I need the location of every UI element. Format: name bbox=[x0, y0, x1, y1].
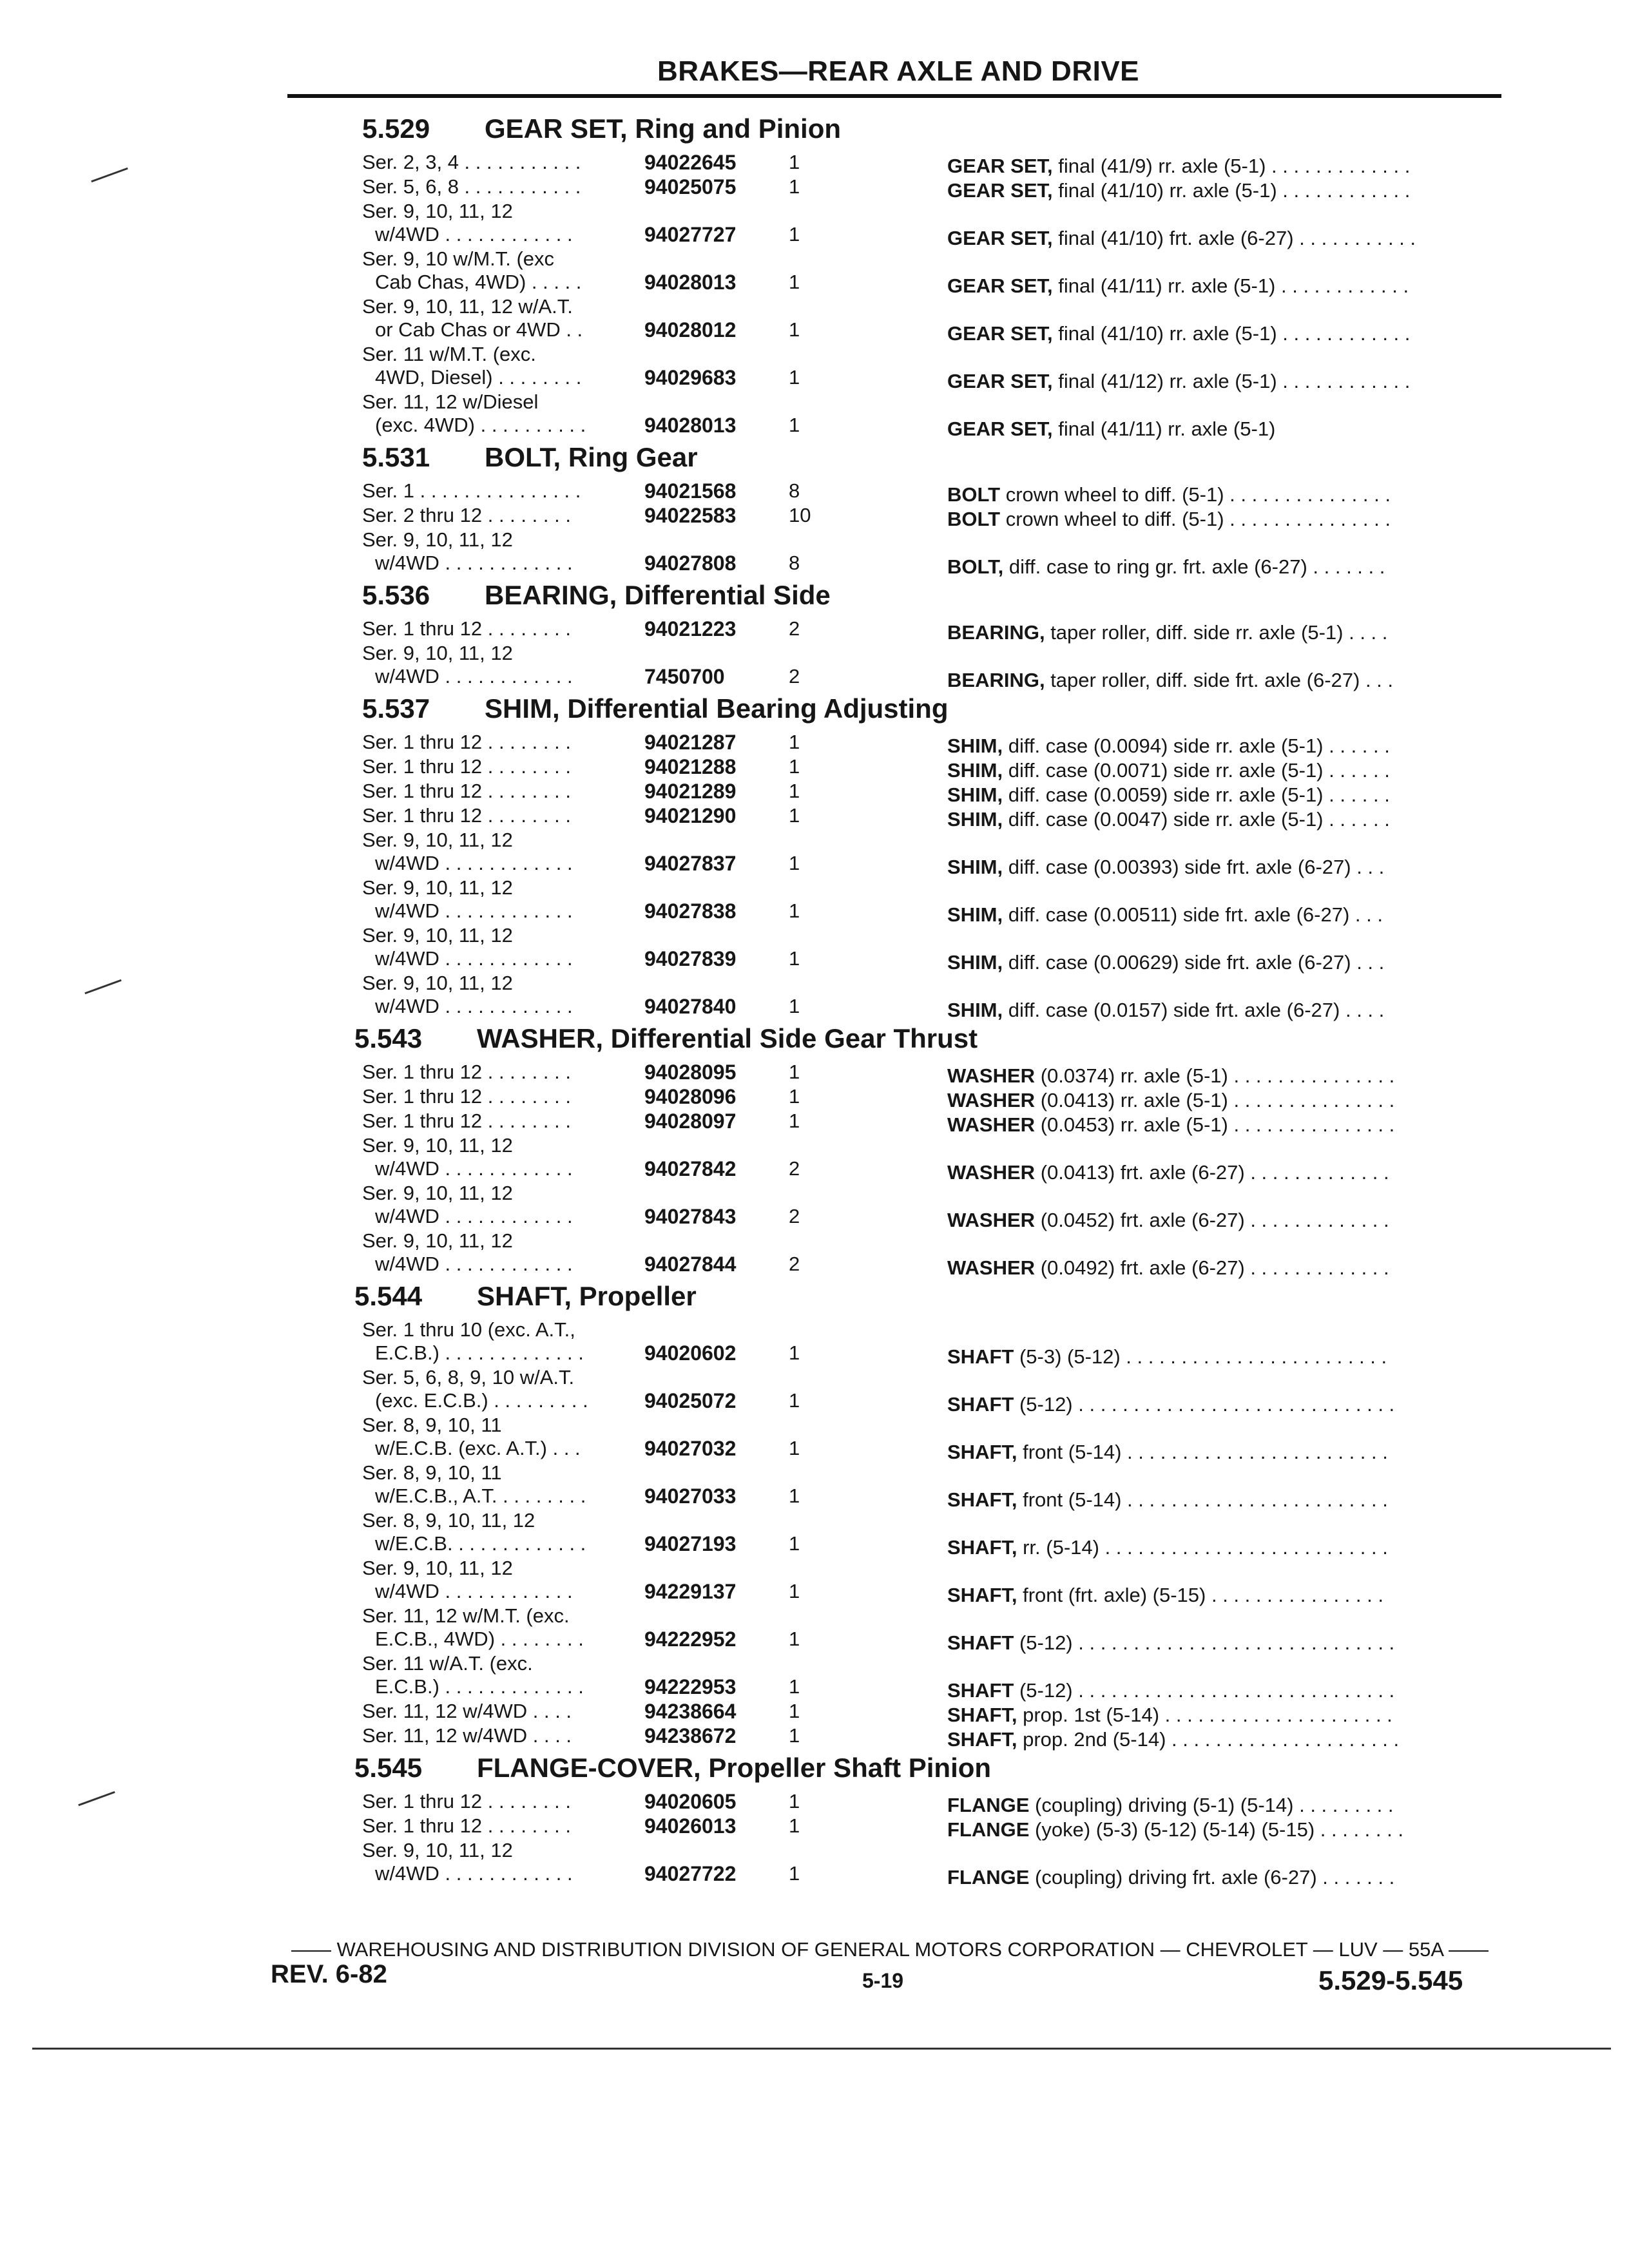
section-range: 5.529-5.545 bbox=[1318, 1965, 1463, 1995]
serial-text: Ser. 9, 10, 11, 12 bbox=[362, 972, 513, 994]
quantity: 1 bbox=[789, 151, 800, 173]
serial-text: Ser. 11, 12 w/4WD . . . . bbox=[362, 1700, 572, 1722]
part-description bbox=[947, 1536, 1388, 1559]
description-keyword: GEAR SET, bbox=[947, 227, 1053, 249]
description-keyword: SHAFT bbox=[947, 1345, 1014, 1368]
section-number: 5.529 bbox=[362, 113, 430, 144]
quantity: 1 bbox=[789, 731, 800, 753]
quantity: 1 bbox=[789, 1437, 800, 1459]
description-keyword: FLANGE bbox=[947, 1818, 1030, 1841]
scan-mark bbox=[78, 1791, 115, 1806]
part-number: 94027727 bbox=[644, 223, 737, 246]
description-keyword: BEARING, bbox=[947, 621, 1045, 644]
quantity: 1 bbox=[789, 1700, 800, 1722]
part-number: 94027808 bbox=[644, 552, 737, 575]
serial-text: or Cab Chas or 4WD . . bbox=[375, 318, 583, 341]
description-keyword: BOLT bbox=[947, 508, 1001, 530]
serial-text: Ser. 2 thru 12 . . . . . . . . bbox=[362, 504, 571, 526]
section-title: WASHER, Differential Side Gear Thrust bbox=[477, 1023, 978, 1053]
serial-text: Ser. 8, 9, 10, 11 bbox=[362, 1414, 502, 1436]
footer-division-line: —— WAREHOUSING AND DISTRIBUTION DIVISION OF GENERAL MOTORS CORPORATION — CHEVROLET — LUV — 55A —— bbox=[291, 1938, 1489, 1961]
description-text: final (41/11) rr. axle (5-1) bbox=[1052, 418, 1276, 440]
quantity: 1 bbox=[789, 1580, 800, 1602]
description-text: diff. case (0.00629) side frt. axle (6-27) . . . bbox=[1003, 951, 1385, 974]
quantity: 1 bbox=[789, 1341, 800, 1364]
description-text: diff. case (0.0094) side rr. axle (5-1) . . . . . . bbox=[1003, 735, 1390, 757]
quantity: 8 bbox=[789, 479, 800, 502]
serial-text: w/4WD . . . . . . . . . . . . bbox=[375, 1862, 573, 1885]
part-description bbox=[947, 1064, 1394, 1088]
serial-text: w/4WD . . . . . . . . . . . . bbox=[375, 223, 573, 245]
description-keyword: SHIM, bbox=[947, 808, 1003, 831]
part-number: 94027842 bbox=[644, 1157, 737, 1180]
description-text: (coupling) driving (5-1) (5-14) . . . . . . . . . bbox=[1029, 1794, 1394, 1816]
description-keyword: SHAFT, bbox=[947, 1536, 1017, 1559]
quantity: 2 bbox=[789, 617, 800, 640]
description-text: diff. case (0.00393) side frt. axle (6-27) . . . bbox=[1003, 856, 1385, 878]
description-text: (5-12) . . . . . . . . . . . . . . . . . . . . . . . . . . . . . bbox=[1014, 1393, 1395, 1416]
part-number: 94238672 bbox=[644, 1724, 737, 1747]
quantity: 1 bbox=[789, 1675, 800, 1698]
description-keyword: BEARING, bbox=[947, 669, 1045, 691]
description-text: front (5-14) . . . . . . . . . . . . . . . . . . . . . . . . bbox=[1017, 1441, 1388, 1463]
description-keyword: SHAFT, bbox=[947, 1704, 1017, 1726]
part-description bbox=[947, 1113, 1394, 1137]
serial-text: Ser. 9, 10, 11, 12 bbox=[362, 1134, 513, 1157]
serial-text: w/4WD . . . . . . . . . . . . bbox=[375, 947, 573, 970]
part-description bbox=[947, 1728, 1399, 1751]
description-keyword: SHIM, bbox=[947, 783, 1003, 806]
description-text: diff. case (0.00511) side frt. axle (6-27) . . . bbox=[1003, 903, 1383, 926]
part-description bbox=[947, 1209, 1389, 1232]
serial-text: (exc. E.C.B.) . . . . . . . . . bbox=[375, 1389, 588, 1412]
quantity: 1 bbox=[789, 804, 800, 827]
part-description bbox=[947, 1441, 1388, 1464]
serial-text: w/4WD . . . . . . . . . . . . bbox=[375, 899, 573, 922]
section-heading bbox=[354, 1023, 978, 1054]
serial-text: Ser. 9, 10, 11, 12 bbox=[362, 876, 513, 899]
serial-text: E.C.B.) . . . . . . . . . . . . . bbox=[375, 1341, 584, 1364]
header-rule bbox=[287, 94, 1501, 98]
part-description bbox=[947, 1818, 1403, 1841]
section-number: 5.531 bbox=[362, 442, 430, 472]
description-keyword: SHAFT, bbox=[947, 1584, 1017, 1606]
description-text: (0.0452) frt. axle (6-27) . . . . . . . . . . . . . bbox=[1035, 1209, 1389, 1231]
part-description bbox=[947, 783, 1390, 807]
description-text: final (41/10) rr. axle (5-1) . . . . . . . . . . . . bbox=[1052, 322, 1411, 345]
quantity: 1 bbox=[789, 366, 800, 389]
serial-text: w/4WD . . . . . . . . . . . . bbox=[375, 1205, 573, 1227]
section-title: FLANGE-COVER, Propeller Shaft Pinion bbox=[477, 1753, 992, 1783]
part-description bbox=[947, 1584, 1383, 1607]
quantity: 1 bbox=[789, 1814, 800, 1837]
description-keyword: WASHER bbox=[947, 1209, 1036, 1231]
description-keyword: GEAR SET, bbox=[947, 155, 1053, 177]
description-keyword: SHAFT bbox=[947, 1393, 1014, 1416]
quantity: 1 bbox=[789, 755, 800, 778]
serial-text: Ser. 11, 12 w/4WD . . . . bbox=[362, 1724, 572, 1747]
serial-text: w/4WD . . . . . . . . . . . . bbox=[375, 1253, 573, 1275]
quantity: 1 bbox=[789, 1110, 800, 1132]
part-description bbox=[947, 1866, 1394, 1889]
serial-text: Ser. 1 thru 12 . . . . . . . . bbox=[362, 1085, 571, 1108]
quantity: 1 bbox=[789, 947, 800, 970]
description-text: (0.0453) rr. axle (5-1) . . . . . . . . . . . . . . . bbox=[1035, 1113, 1395, 1136]
serial-text: Ser. 11, 12 w/M.T. (exc. bbox=[362, 1604, 570, 1627]
quantity: 1 bbox=[789, 1085, 800, 1108]
part-number: 94020605 bbox=[644, 1790, 737, 1813]
description-keyword: SHAFT, bbox=[947, 1441, 1017, 1463]
section-heading bbox=[362, 442, 698, 473]
quantity: 1 bbox=[789, 852, 800, 874]
quantity: 10 bbox=[789, 504, 811, 526]
description-text: taper roller, diff. side frt. axle (6-27) . . . bbox=[1045, 669, 1394, 691]
description-keyword: SHAFT, bbox=[947, 1488, 1017, 1511]
quantity: 1 bbox=[789, 995, 800, 1017]
part-description bbox=[947, 1631, 1394, 1655]
quantity: 1 bbox=[789, 1532, 800, 1555]
description-keyword: GEAR SET, bbox=[947, 370, 1053, 392]
description-text: final (41/12) rr. axle (5-1) . . . . . . . . . . . . bbox=[1052, 370, 1411, 392]
serial-text: w/4WD . . . . . . . . . . . . bbox=[375, 1580, 573, 1602]
page-number: 5-19 bbox=[862, 1969, 904, 1992]
description-keyword: SHIM, bbox=[947, 856, 1003, 878]
part-number: 94028013 bbox=[644, 414, 737, 437]
description-keyword: SHAFT bbox=[947, 1631, 1014, 1654]
part-number: 94022645 bbox=[644, 151, 737, 174]
serial-text: Ser. 11 w/M.T. (exc. bbox=[362, 343, 536, 365]
part-number: 7450700 bbox=[644, 665, 725, 688]
serial-text: Ser. 1 . . . . . . . . . . . . . . . bbox=[362, 479, 581, 502]
serial-text: Ser. 9, 10, 11, 12 bbox=[362, 528, 513, 551]
serial-text: Ser. 1 thru 10 (exc. A.T., bbox=[362, 1318, 575, 1341]
serial-text: Ser. 1 thru 12 . . . . . . . . bbox=[362, 1790, 571, 1812]
part-description bbox=[947, 1089, 1394, 1112]
part-description bbox=[947, 322, 1410, 345]
description-text: (5-12) . . . . . . . . . . . . . . . . . . . . . . . . . . . . . bbox=[1014, 1631, 1395, 1654]
quantity: 1 bbox=[789, 223, 800, 245]
description-text: prop. 1st (5-14) . . . . . . . . . . . . . . . . . . . . . bbox=[1017, 1704, 1393, 1726]
quantity: 1 bbox=[789, 1389, 800, 1412]
part-description bbox=[947, 555, 1385, 579]
section-number: 5.543 bbox=[354, 1023, 423, 1053]
quantity: 1 bbox=[789, 1061, 800, 1083]
description-text: final (41/9) rr. axle (5-1) . . . . . . . . . . . . . bbox=[1052, 155, 1411, 177]
section-title: BEARING, Differential Side bbox=[485, 580, 831, 610]
description-text: diff. case to ring gr. frt. axle (6-27) . . . . . . . bbox=[1003, 555, 1385, 578]
part-number: 94021223 bbox=[644, 617, 737, 640]
part-description bbox=[947, 951, 1384, 974]
part-description bbox=[947, 508, 1391, 531]
description-keyword: BOLT bbox=[947, 483, 1001, 506]
serial-text: Ser. 9, 10, 11, 12 bbox=[362, 1229, 513, 1252]
quantity: 2 bbox=[789, 1253, 800, 1275]
part-description bbox=[947, 1488, 1388, 1512]
section-heading bbox=[354, 1753, 991, 1783]
serial-text: w/4WD . . . . . . . . . . . . bbox=[375, 665, 573, 687]
serial-text: Ser. 8, 9, 10, 11, 12 bbox=[362, 1509, 535, 1532]
description-keyword: WASHER bbox=[947, 1161, 1036, 1184]
section-heading bbox=[362, 580, 831, 611]
serial-text: Ser. 11 w/A.T. (exc. bbox=[362, 1652, 533, 1675]
serial-text: w/E.C.B. . . . . . . . . . . . . bbox=[375, 1532, 586, 1555]
description-keyword: FLANGE bbox=[947, 1866, 1030, 1888]
quantity: 1 bbox=[789, 1790, 800, 1812]
section-title: BOLT, Ring Gear bbox=[485, 442, 698, 472]
description-text: crown wheel to diff. (5-1) . . . . . . . . . . . . . . . bbox=[1000, 483, 1391, 506]
part-number: 94029683 bbox=[644, 366, 737, 389]
revision-date: REV. 6-82 bbox=[271, 1960, 387, 1988]
part-number: 94238664 bbox=[644, 1700, 737, 1723]
part-number: 94021287 bbox=[644, 731, 737, 754]
part-number: 94020602 bbox=[644, 1341, 737, 1365]
serial-text: w/4WD . . . . . . . . . . . . bbox=[375, 995, 573, 1017]
quantity: 1 bbox=[789, 1862, 800, 1885]
description-text: (0.0374) rr. axle (5-1) . . . . . . . . . . . . . . . bbox=[1035, 1064, 1395, 1087]
serial-text: Ser. 9, 10, 11, 12 bbox=[362, 924, 513, 947]
part-number: 94222953 bbox=[644, 1675, 737, 1698]
part-description bbox=[947, 274, 1409, 298]
quantity: 1 bbox=[789, 1724, 800, 1747]
section-number: 5.536 bbox=[362, 580, 430, 610]
quantity: 8 bbox=[789, 552, 800, 574]
part-number: 94027844 bbox=[644, 1253, 737, 1276]
part-description bbox=[947, 856, 1384, 879]
serial-text: (exc. 4WD) . . . . . . . . . . bbox=[375, 414, 586, 436]
serial-text: Ser. 1 thru 12 . . . . . . . . bbox=[362, 731, 571, 753]
scan-bottom-line bbox=[32, 2048, 1611, 2050]
serial-text: Ser. 8, 9, 10, 11 bbox=[362, 1461, 502, 1484]
description-text: diff. case (0.0071) side rr. axle (5-1) . . . . . . bbox=[1003, 759, 1390, 782]
part-description bbox=[947, 1345, 1387, 1369]
part-description bbox=[947, 227, 1416, 250]
serial-text: w/4WD . . . . . . . . . . . . bbox=[375, 852, 573, 874]
section-heading bbox=[362, 113, 841, 144]
description-text: rr. (5-14) . . . . . . . . . . . . . . . . . . . . . . . . . . bbox=[1017, 1536, 1388, 1559]
quantity: 1 bbox=[789, 1628, 800, 1650]
serial-text: Ser. 9, 10, 11, 12 bbox=[362, 1182, 513, 1204]
description-keyword: SHAFT bbox=[947, 1679, 1014, 1702]
description-keyword: GEAR SET, bbox=[947, 274, 1053, 297]
part-number: 94027033 bbox=[644, 1485, 737, 1508]
scan-mark bbox=[84, 979, 121, 994]
part-number: 94027840 bbox=[644, 995, 737, 1018]
quantity: 1 bbox=[789, 899, 800, 922]
part-description bbox=[947, 1794, 1394, 1817]
quantity: 2 bbox=[789, 1205, 800, 1227]
quantity: 1 bbox=[789, 271, 800, 293]
description-text: (5-3) (5-12) . . . . . . . . . . . . . . . . . . . . . . . . bbox=[1014, 1345, 1387, 1368]
serial-text: Ser. 1 thru 12 . . . . . . . . bbox=[362, 755, 571, 778]
section-title: SHAFT, Propeller bbox=[477, 1281, 697, 1311]
part-number: 94028095 bbox=[644, 1061, 737, 1084]
part-description bbox=[947, 1679, 1394, 1702]
part-number: 94027722 bbox=[644, 1862, 737, 1885]
serial-text: Ser. 2, 3, 4 . . . . . . . . . . . bbox=[362, 151, 581, 173]
part-number: 94027843 bbox=[644, 1205, 737, 1228]
serial-text: Ser. 1 thru 12 . . . . . . . . bbox=[362, 1814, 571, 1837]
description-keyword: SHIM, bbox=[947, 759, 1003, 782]
part-description bbox=[947, 1393, 1394, 1416]
serial-text: w/E.C.B. (exc. A.T.) . . . bbox=[375, 1437, 581, 1459]
serial-text: w/E.C.B., A.T. . . . . . . . . bbox=[375, 1485, 586, 1507]
part-description bbox=[947, 759, 1390, 782]
description-text: prop. 2nd (5-14) . . . . . . . . . . . . . . . . . . . . . bbox=[1017, 1728, 1400, 1751]
serial-text: Ser. 9, 10, 11, 12 bbox=[362, 829, 513, 851]
description-text: final (41/10) frt. axle (6-27) . . . . . . . . . . . bbox=[1052, 227, 1416, 249]
description-text: diff. case (0.0157) side frt. axle (6-27) . . . . bbox=[1003, 999, 1385, 1021]
part-number: 94021568 bbox=[644, 479, 737, 503]
quantity: 1 bbox=[789, 1485, 800, 1507]
description-text: final (41/10) rr. axle (5-1) . . . . . . . . . . . . bbox=[1052, 179, 1411, 202]
part-number: 94028096 bbox=[644, 1085, 737, 1108]
part-number: 94025072 bbox=[644, 1389, 737, 1412]
section-number: 5.544 bbox=[354, 1281, 423, 1311]
part-description bbox=[947, 155, 1410, 178]
quantity: 2 bbox=[789, 1157, 800, 1180]
part-number: 94027839 bbox=[644, 947, 737, 970]
part-description bbox=[947, 418, 1275, 441]
description-keyword: SHIM, bbox=[947, 903, 1003, 926]
quantity: 1 bbox=[789, 318, 800, 341]
description-keyword: WASHER bbox=[947, 1256, 1036, 1279]
part-number: 94021288 bbox=[644, 755, 737, 778]
serial-text: Ser. 5, 6, 8, 9, 10 w/A.T. bbox=[362, 1366, 575, 1389]
serial-text: Ser. 9, 10 w/M.T. (exc bbox=[362, 247, 555, 270]
serial-text: Ser. 5, 6, 8 . . . . . . . . . . . bbox=[362, 175, 581, 198]
section-number: 5.537 bbox=[362, 693, 430, 724]
description-keyword: FLANGE bbox=[947, 1794, 1030, 1816]
description-text: taper roller, diff. side rr. axle (5-1) . . . . bbox=[1045, 621, 1388, 644]
part-number: 94028012 bbox=[644, 318, 737, 341]
section-title: SHIM, Differential Bearing Adjusting bbox=[485, 693, 949, 724]
serial-text: Ser. 1 thru 12 . . . . . . . . bbox=[362, 617, 571, 640]
part-number: 94027032 bbox=[644, 1437, 737, 1460]
part-description bbox=[947, 999, 1384, 1022]
part-number: 94022583 bbox=[644, 504, 737, 527]
part-description bbox=[947, 735, 1390, 758]
scan-mark bbox=[91, 168, 128, 182]
quantity: 1 bbox=[789, 414, 800, 436]
description-text: diff. case (0.0047) side rr. axle (5-1) . . . . . . bbox=[1003, 808, 1390, 831]
part-number: 94021290 bbox=[644, 804, 737, 827]
part-number: 94222952 bbox=[644, 1628, 737, 1651]
part-description bbox=[947, 1704, 1393, 1727]
serial-text: E.C.B.) . . . . . . . . . . . . . bbox=[375, 1675, 584, 1698]
part-number: 94028097 bbox=[644, 1110, 737, 1133]
description-text: crown wheel to diff. (5-1) . . . . . . . . . . . . . . . bbox=[1000, 508, 1391, 530]
description-keyword: WASHER bbox=[947, 1064, 1036, 1087]
serial-text: Ser. 11, 12 w/Diesel bbox=[362, 390, 539, 413]
serial-text: w/4WD . . . . . . . . . . . . bbox=[375, 552, 573, 574]
section-number: 5.545 bbox=[354, 1753, 423, 1783]
serial-text: w/4WD . . . . . . . . . . . . bbox=[375, 1157, 573, 1180]
serial-text: Ser. 9, 10, 11, 12 bbox=[362, 642, 513, 664]
description-keyword: SHIM, bbox=[947, 735, 1003, 757]
part-description bbox=[947, 370, 1410, 393]
page-header-title: BRAKES—REAR AXLE AND DRIVE bbox=[657, 55, 1140, 87]
part-number: 94229137 bbox=[644, 1580, 737, 1603]
serial-text: 4WD, Diesel) . . . . . . . . bbox=[375, 366, 582, 389]
part-number: 94027193 bbox=[644, 1532, 737, 1555]
description-text: (yoke) (5-3) (5-12) (5-14) (5-15) . . . . . . . . bbox=[1029, 1818, 1403, 1841]
description-text: final (41/11) rr. axle (5-1) . . . . . . . . . . . . bbox=[1052, 274, 1409, 297]
description-text: front (5-14) . . . . . . . . . . . . . . . . . . . . . . . . bbox=[1017, 1488, 1388, 1511]
description-text: (coupling) driving frt. axle (6-27) . . . . . . . bbox=[1029, 1866, 1395, 1888]
description-text: (0.0413) frt. axle (6-27) . . . . . . . . . . . . . bbox=[1035, 1161, 1389, 1184]
serial-text: Ser. 1 thru 12 . . . . . . . . bbox=[362, 1110, 571, 1132]
section-heading bbox=[354, 1281, 697, 1312]
part-number: 94026013 bbox=[644, 1814, 737, 1838]
serial-text: E.C.B., 4WD) . . . . . . . . bbox=[375, 1628, 584, 1650]
serial-text: Cab Chas, 4WD) . . . . . bbox=[375, 271, 582, 293]
serial-text: Ser. 9, 10, 11, 12 bbox=[362, 1557, 513, 1579]
part-description bbox=[947, 808, 1390, 831]
description-keyword: GEAR SET, bbox=[947, 418, 1053, 440]
quantity: 1 bbox=[789, 780, 800, 802]
serial-text: Ser. 1 thru 12 . . . . . . . . bbox=[362, 1061, 571, 1083]
serial-text: Ser. 9, 10, 11, 12 bbox=[362, 1839, 513, 1861]
part-description bbox=[947, 669, 1393, 692]
description-keyword: SHAFT, bbox=[947, 1728, 1017, 1751]
part-number: 94027838 bbox=[644, 899, 737, 923]
description-keyword: BOLT, bbox=[947, 555, 1004, 578]
serial-text: Ser. 1 thru 12 . . . . . . . . bbox=[362, 804, 571, 827]
quantity: 2 bbox=[789, 665, 800, 687]
part-description bbox=[947, 1161, 1389, 1184]
quantity: 1 bbox=[789, 175, 800, 198]
description-text: (0.0413) rr. axle (5-1) . . . . . . . . . . . . . . . bbox=[1035, 1089, 1395, 1111]
part-description bbox=[947, 621, 1387, 644]
description-keyword: SHIM, bbox=[947, 999, 1003, 1021]
part-number: 94021289 bbox=[644, 780, 737, 803]
part-description bbox=[947, 483, 1391, 506]
part-description bbox=[947, 179, 1410, 202]
description-text: front (frt. axle) (5-15) . . . . . . . . . . . . . . . . bbox=[1017, 1584, 1383, 1606]
description-keyword: WASHER bbox=[947, 1113, 1036, 1136]
section-heading bbox=[362, 693, 949, 724]
description-keyword: WASHER bbox=[947, 1089, 1036, 1111]
description-keyword: GEAR SET, bbox=[947, 322, 1053, 345]
part-number: 94025075 bbox=[644, 175, 737, 198]
part-description bbox=[947, 903, 1383, 927]
serial-text: Ser. 9, 10, 11, 12 bbox=[362, 200, 513, 222]
description-text: diff. case (0.0059) side rr. axle (5-1) . . . . . . bbox=[1003, 783, 1390, 806]
description-text: (0.0492) frt. axle (6-27) . . . . . . . . . . . . . bbox=[1035, 1256, 1389, 1279]
description-keyword: GEAR SET, bbox=[947, 179, 1053, 202]
description-text: (5-12) . . . . . . . . . . . . . . . . . . . . . . . . . . . . . bbox=[1014, 1679, 1395, 1702]
description-keyword: SHIM, bbox=[947, 951, 1003, 974]
part-number: 94028013 bbox=[644, 271, 737, 294]
part-description bbox=[947, 1256, 1389, 1280]
section-title: GEAR SET, Ring and Pinion bbox=[485, 113, 842, 144]
serial-text: Ser. 9, 10, 11, 12 w/A.T. bbox=[362, 295, 573, 318]
part-number: 94027837 bbox=[644, 852, 737, 875]
serial-text: Ser. 1 thru 12 . . . . . . . . bbox=[362, 780, 571, 802]
